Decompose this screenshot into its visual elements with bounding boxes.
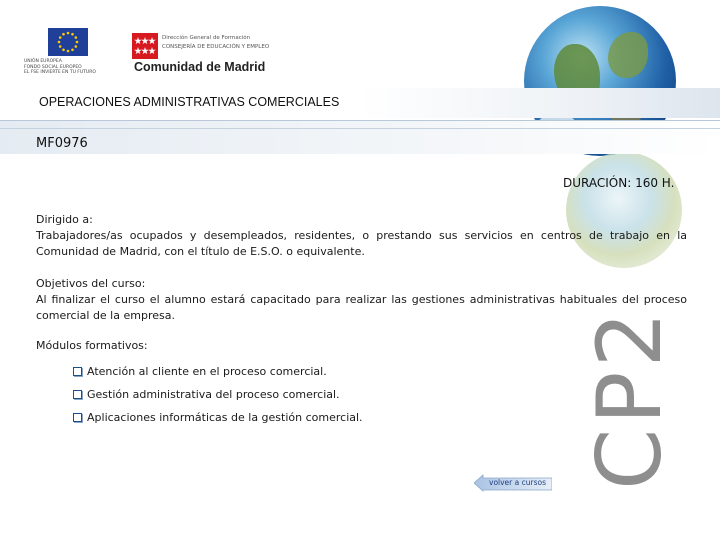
course-duration: DURACIÓN: 160 H. (563, 176, 675, 190)
back-link-label[interactable]: volver a cursos (489, 478, 546, 487)
eu-flag-icon (48, 28, 88, 56)
target-section (36, 212, 687, 260)
list-item (73, 383, 533, 406)
cm-department-line: Dirección General de Formación (162, 35, 251, 41)
modules-list (73, 360, 533, 429)
madrid-flag-icon (132, 33, 158, 59)
list-item (73, 360, 533, 383)
checkbox-bullet-icon (73, 413, 82, 422)
eu-caption-line: UNIÓN EUROPEA (24, 59, 62, 64)
module-label: Atención al cliente en el proceso comercial. (87, 365, 327, 378)
module-label: Gestión administrativa del proceso comercial. (87, 388, 340, 401)
eu-fse-logo (24, 28, 120, 80)
side-mark: CP2 (578, 307, 681, 490)
eu-caption-line: EL FSE INVIERTE EN TU FUTURO (24, 70, 96, 75)
modules-heading: Módulos formativos: (36, 339, 148, 352)
module-label: Aplicaciones informáticas de la gestión comercial. (87, 411, 363, 424)
eu-caption (24, 59, 120, 76)
comunidad-madrid-logo (132, 33, 302, 77)
target-text: Trabajadores/as ocupados y desempleados, residentes, o prestando sus servicios en centros de trabajo en la Comunidad de Madrid, con el título de E.S.O. o equivalente. (36, 229, 687, 258)
checkbox-bullet-icon (73, 390, 82, 399)
course-code: MF0976 (36, 136, 88, 151)
cm-ministry-line: CONSEJERÍA DE EDUCACIÓN Y EMPLEO (162, 44, 270, 50)
code-band (0, 120, 720, 154)
cm-name: Comunidad de Madrid (134, 60, 266, 74)
checkbox-bullet-icon (73, 367, 82, 376)
divider (0, 128, 720, 129)
list-item (73, 406, 533, 429)
target-heading: Dirigido a: (36, 213, 93, 226)
objectives-heading: Objetivos del curso: (36, 277, 146, 290)
objectives-text: Al finalizar el curso el alumno estará capacitado para realizar las gestiones administrativas habituales del proceso comercial de la empresa. (36, 293, 687, 322)
course-title: OPERACIONES ADMINISTRATIVAS COMERCIALES (39, 95, 340, 109)
eu-caption-line: FONDO SOCIAL EUROPEO (24, 64, 82, 70)
back-to-courses-link[interactable] (474, 474, 552, 492)
